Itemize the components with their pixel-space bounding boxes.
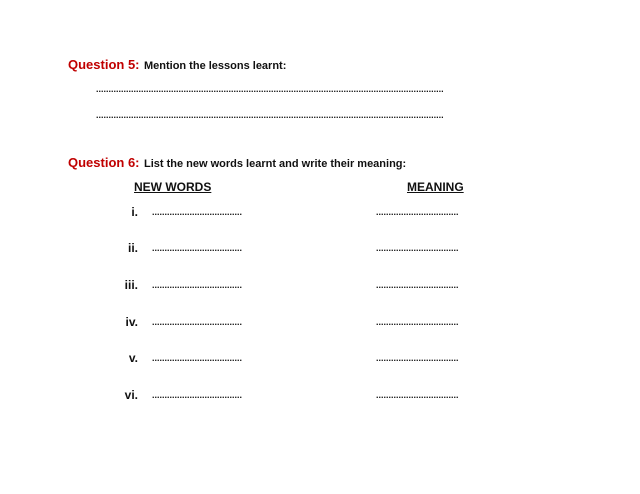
meaning-blank[interactable]: .................................: [376, 207, 459, 217]
new-words-header: NEW WORDS: [134, 180, 212, 194]
answer-line-2[interactable]: ...........................................................................................................................................: [96, 110, 444, 120]
row-numeral: iv.: [125, 315, 138, 329]
question-6-text: List the new words learnt and write their meaning:: [143, 158, 407, 170]
question-6-heading: [68, 154, 406, 172]
row-numeral: ii.: [127, 241, 138, 255]
answer-line-1[interactable]: ...........................................................................................................................................: [96, 84, 444, 94]
row-numeral: iii.: [124, 278, 138, 292]
row-numeral: vi.: [124, 388, 138, 402]
meaning-blank[interactable]: .................................: [376, 317, 459, 327]
question-6-label: Question 6:: [68, 155, 140, 170]
meaning-blank[interactable]: .................................: [376, 353, 459, 363]
word-blank[interactable]: ....................................: [152, 207, 243, 217]
word-blank[interactable]: ....................................: [152, 280, 243, 290]
question-5-label: Question 5:: [68, 57, 140, 72]
word-blank[interactable]: ....................................: [152, 243, 243, 253]
row-numeral: v.: [128, 351, 138, 365]
meaning-blank[interactable]: .................................: [376, 390, 459, 400]
meaning-blank[interactable]: .................................: [376, 243, 459, 253]
question-5-text: Mention the lessons learnt:: [143, 60, 287, 72]
word-blank[interactable]: ....................................: [152, 390, 243, 400]
row-numeral: i.: [131, 205, 138, 219]
question-5-heading: [68, 56, 286, 74]
meaning-blank[interactable]: .................................: [376, 280, 459, 290]
word-blank[interactable]: ....................................: [152, 317, 243, 327]
word-blank[interactable]: ....................................: [152, 353, 243, 363]
meaning-header: MEANING: [407, 180, 464, 194]
